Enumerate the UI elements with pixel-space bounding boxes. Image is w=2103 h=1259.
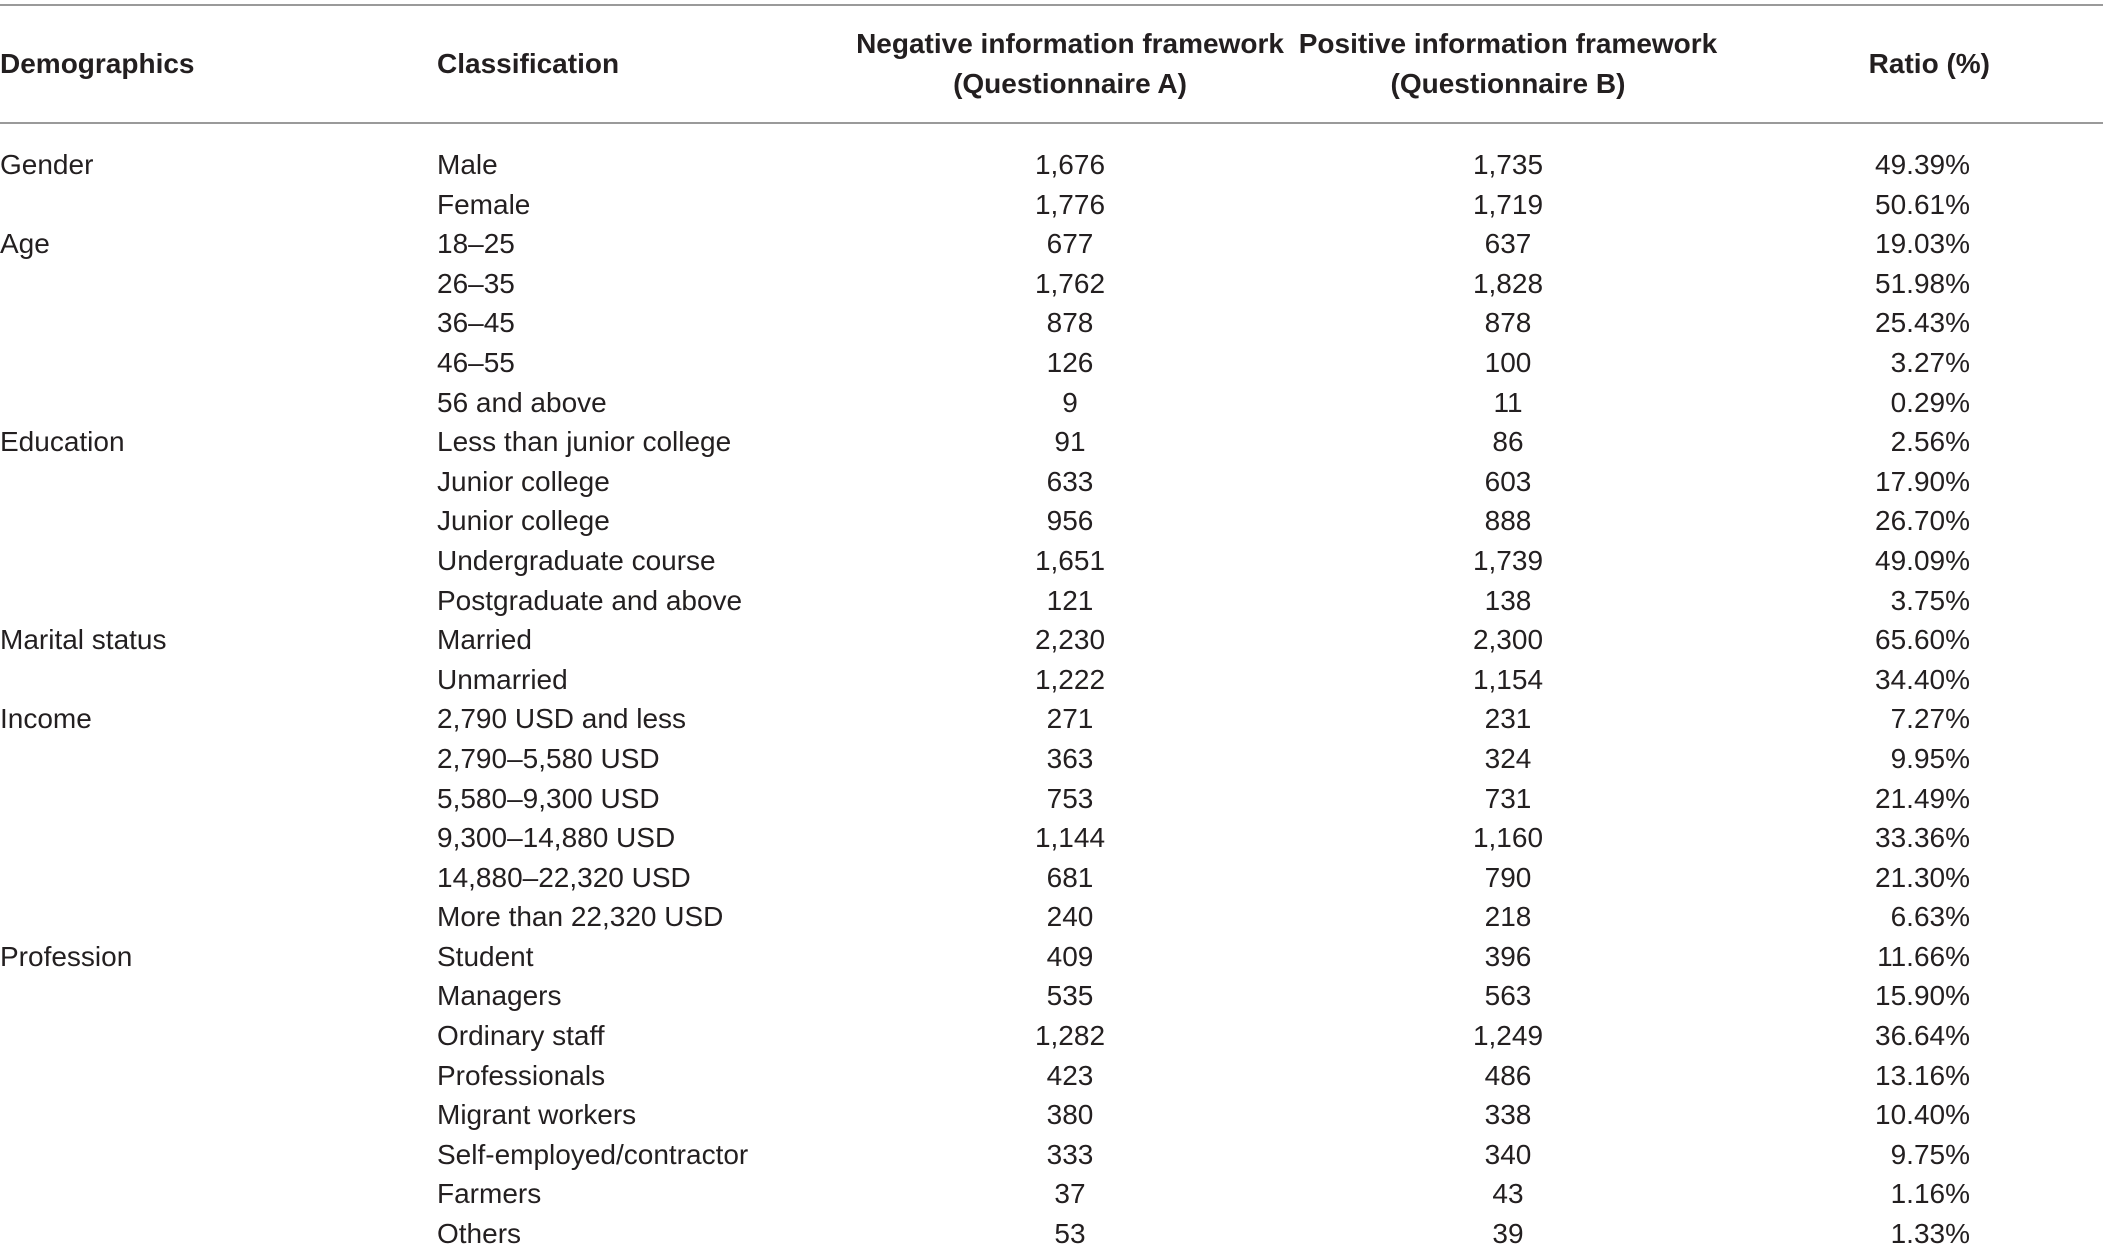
classification-cell: 18–25 (437, 228, 515, 260)
ratio-cell: 19.03% (1875, 228, 1970, 260)
table-row (0, 858, 2103, 898)
ratio-cell: 21.30% (1875, 861, 1970, 893)
table-row (0, 185, 2103, 225)
classification-cell: 14,880–22,320 USD (437, 861, 691, 893)
classification-cell: Undergraduate course (437, 544, 716, 576)
table-row (0, 818, 2103, 858)
table-row (0, 581, 2103, 621)
positive-count-cell: 888 (1484, 505, 1532, 537)
positive-count-cell: 1,160 (1472, 822, 1544, 854)
negative-count-cell: 677 (1046, 228, 1094, 260)
table-row (0, 779, 2103, 819)
ratio-cell: 0.29% (1890, 386, 1970, 418)
classification-cell: Farmers (437, 1178, 542, 1210)
classification-cell: 56 and above (437, 386, 607, 418)
table-row (0, 739, 2103, 779)
table-row (0, 303, 2103, 343)
classification-cell: 36–45 (437, 307, 515, 339)
positive-count-cell: 2,300 (1472, 624, 1544, 656)
table-row (0, 699, 2103, 739)
positive-count-cell: 790 (1484, 861, 1532, 893)
table-row (0, 660, 2103, 700)
negative-count-cell: 271 (1046, 703, 1094, 735)
table-row (0, 501, 2103, 541)
negative-count-cell: 1,222 (1034, 663, 1106, 695)
table-row (0, 1016, 2103, 1056)
header-bottom-rule (0, 122, 2103, 124)
classification-cell: 2,790 USD and less (437, 703, 687, 735)
table-row (0, 1214, 2103, 1254)
ratio-cell: 34.40% (1875, 663, 1970, 695)
positive-count-cell: 1,739 (1472, 544, 1544, 576)
negative-count-cell: 423 (1046, 1059, 1094, 1091)
table-row (0, 383, 2103, 423)
table-row (0, 224, 2103, 264)
ratio-cell: 17.90% (1875, 465, 1970, 497)
table-row (0, 422, 2103, 462)
classification-cell: Others (437, 1218, 522, 1250)
negative-count-cell: 91 (1054, 426, 1086, 458)
header-classification: Classification (437, 48, 620, 79)
ratio-cell: 65.60% (1875, 624, 1970, 656)
classification-cell: Unmarried (437, 663, 568, 695)
classification-cell: Male (437, 149, 498, 180)
positive-count-cell: 338 (1484, 1099, 1532, 1131)
negative-count-cell: 126 (1046, 346, 1094, 378)
positive-count-cell: 231 (1484, 703, 1532, 735)
positive-count-cell: 396 (1484, 940, 1532, 972)
table-row (0, 541, 2103, 581)
ratio-cell: 9.75% (1890, 1138, 1970, 1170)
negative-count-cell: 633 (1046, 465, 1094, 497)
demographic-cell: Gender (0, 149, 94, 180)
positive-count-cell: 603 (1484, 465, 1532, 497)
negative-count-cell: 1,282 (1034, 1020, 1106, 1052)
ratio-cell: 36.64% (1875, 1020, 1970, 1052)
table-row (0, 462, 2103, 502)
negative-count-cell: 1,776 (1034, 188, 1106, 220)
negative-count-cell: 956 (1046, 505, 1094, 537)
header-demographics: Demographics (0, 48, 195, 79)
positive-count-cell: 218 (1484, 901, 1532, 933)
positive-count-cell: 1,828 (1472, 267, 1544, 299)
positive-count-cell: 39 (1492, 1218, 1524, 1250)
ratio-cell: 49.39% (1875, 149, 1970, 180)
demographic-cell: Age (0, 228, 50, 260)
ratio-cell: 49.09% (1875, 544, 1970, 576)
table-row (0, 897, 2103, 937)
ratio-cell: 13.16% (1875, 1059, 1970, 1091)
classification-cell: Professionals (437, 1059, 606, 1091)
classification-cell: 5,580–9,300 USD (437, 782, 660, 814)
demographic-cell: Income (0, 703, 92, 735)
classification-cell: 46–55 (437, 346, 515, 378)
positive-count-cell: 563 (1484, 980, 1532, 1012)
ratio-cell: 15.90% (1875, 980, 1970, 1012)
table-row (0, 1135, 2103, 1175)
ratio-cell: 26.70% (1875, 505, 1970, 537)
positive-count-cell: 11 (1493, 386, 1523, 418)
negative-count-cell: 37 (1054, 1178, 1086, 1210)
table-row (0, 937, 2103, 977)
ratio-cell: 33.36% (1875, 822, 1970, 854)
ratio-cell: 2.56% (1890, 426, 1970, 458)
positive-count-cell: 100 (1484, 346, 1532, 378)
table-body (0, 145, 2103, 1254)
negative-count-cell: 753 (1046, 782, 1094, 814)
negative-count-cell: 240 (1046, 901, 1094, 933)
ratio-cell: 1.16% (1890, 1178, 1970, 1210)
table-row (0, 1174, 2103, 1214)
positive-count-cell: 637 (1484, 228, 1532, 260)
positive-count-cell: 86 (1492, 426, 1524, 458)
classification-cell: Postgraduate and above (437, 584, 743, 616)
negative-count-cell: 1,762 (1034, 267, 1106, 299)
table-row (0, 1095, 2103, 1135)
table-row (0, 264, 2103, 304)
ratio-cell: 1.33% (1890, 1218, 1970, 1250)
ratio-cell: 3.27% (1890, 346, 1970, 378)
table-header (0, 4, 2103, 122)
ratio-cell: 6.63% (1890, 901, 1970, 933)
positive-count-cell: 878 (1484, 307, 1532, 339)
ratio-cell: 51.98% (1875, 267, 1970, 299)
header-negative-framework: Negative information framework (Questionnaire A) (856, 28, 1284, 99)
negative-count-cell: 1,144 (1034, 822, 1106, 854)
ratio-cell: 7.27% (1890, 703, 1970, 735)
classification-cell: Junior college (437, 465, 610, 497)
classification-cell: 26–35 (437, 267, 515, 299)
negative-count-cell: 1,651 (1034, 544, 1106, 576)
ratio-cell: 50.61% (1875, 188, 1970, 220)
table-row (0, 145, 2103, 185)
header-positive-framework: Positive information framework (Questionnaire B) (1298, 28, 1718, 99)
negative-count-cell: 9 (1062, 386, 1078, 418)
positive-count-cell: 43 (1492, 1178, 1524, 1210)
negative-count-cell: 333 (1046, 1138, 1094, 1170)
positive-count-cell: 486 (1484, 1059, 1532, 1091)
ratio-cell: 21.49% (1875, 782, 1970, 814)
classification-cell: Self-employed/contractor (437, 1138, 749, 1170)
positive-count-cell: 731 (1484, 782, 1532, 814)
positive-count-cell: 1,249 (1472, 1020, 1544, 1052)
classification-cell: Managers (437, 980, 562, 1012)
positive-count-cell: 340 (1484, 1138, 1532, 1170)
table-row (0, 976, 2103, 1016)
classification-cell: Migrant workers (437, 1099, 637, 1131)
positive-count-cell: 1,154 (1472, 663, 1544, 695)
classification-cell: Junior college (437, 505, 610, 537)
demographic-cell: Education (0, 426, 125, 458)
positive-count-cell: 1,735 (1472, 149, 1544, 180)
negative-count-cell: 409 (1046, 940, 1094, 972)
classification-cell: Less than junior college (437, 426, 732, 458)
classification-cell: 9,300–14,880 USD (437, 822, 676, 854)
positive-count-cell: 324 (1484, 742, 1532, 774)
ratio-cell: 9.95% (1890, 742, 1970, 774)
negative-count-cell: 2,230 (1034, 624, 1106, 656)
positive-count-cell: 138 (1484, 584, 1532, 616)
demographic-cell: Profession (0, 940, 133, 972)
ratio-cell: 25.43% (1875, 307, 1970, 339)
classification-cell: 2,790–5,580 USD (437, 742, 660, 774)
ratio-cell: 3.75% (1890, 584, 1970, 616)
classification-cell: Female (437, 188, 531, 220)
negative-count-cell: 53 (1054, 1218, 1086, 1250)
table-row (0, 1056, 2103, 1096)
negative-count-cell: 380 (1046, 1099, 1094, 1131)
table-row (0, 343, 2103, 383)
classification-cell: Married (437, 624, 532, 656)
negative-count-cell: 535 (1046, 980, 1094, 1012)
positive-count-cell: 1,719 (1472, 188, 1544, 220)
header-ratio: Ratio (%) (1868, 48, 1990, 79)
demographic-cell: Marital status (0, 624, 167, 656)
ratio-cell: 11.66% (1877, 940, 1970, 972)
classification-cell: Ordinary staff (437, 1020, 605, 1052)
negative-count-cell: 121 (1046, 584, 1094, 616)
negative-count-cell: 363 (1046, 742, 1094, 774)
negative-count-cell: 878 (1046, 307, 1094, 339)
negative-count-cell: 1,676 (1034, 149, 1106, 180)
classification-cell: Student (437, 940, 534, 972)
classification-cell: More than 22,320 USD (437, 901, 724, 933)
table-row (0, 620, 2103, 660)
ratio-cell: 10.40% (1875, 1099, 1970, 1131)
negative-count-cell: 681 (1046, 861, 1094, 893)
